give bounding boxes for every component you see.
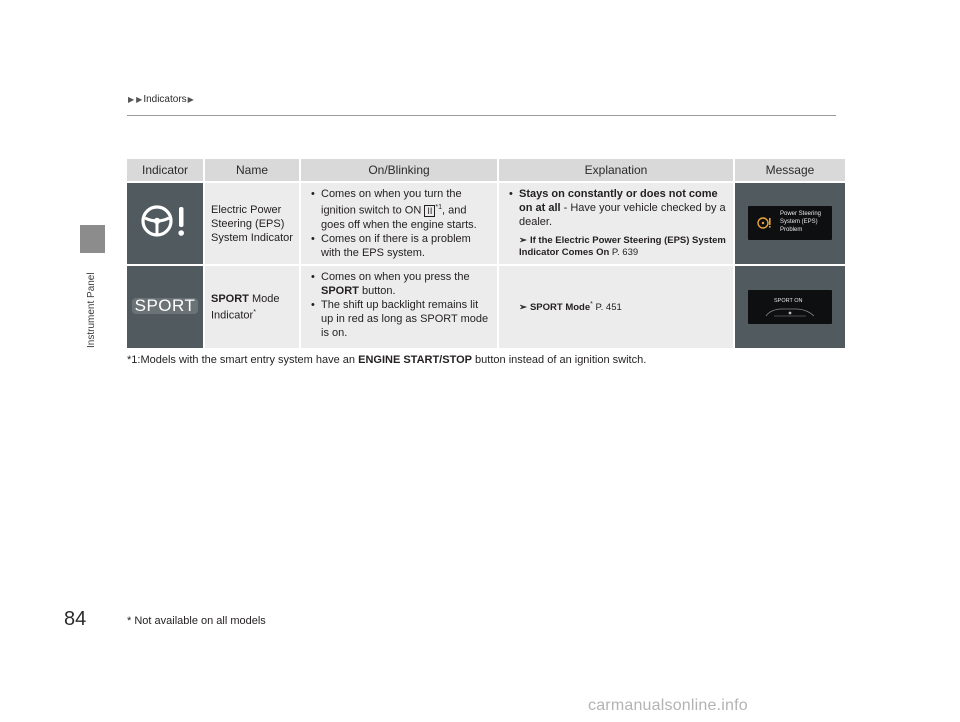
indicator-table [125,157,847,350]
on-blinking-cell [301,266,497,348]
footnote: *1:Models with the smart entry system have an ENGINE START/STOP button instead of an ignition switch. [127,354,647,366]
indicator-name-line: Indicator [211,309,254,322]
breadcrumb-arrow-icon: ▶ [128,95,135,104]
message-display [748,206,832,240]
explanation-cell [499,266,733,348]
steering-warning-icon [756,215,772,231]
section-label: Instrument Panel [86,272,97,348]
list-item: • Comes on when you press the SPORT button. [311,270,491,298]
column-header-message: Message [735,159,845,181]
ignition-position-badge: II [424,205,435,217]
message-display [748,290,832,324]
column-header-indicator: Indicator [127,159,203,181]
column-header-on-blinking: On/Blinking [301,159,497,181]
indicator-name-line: System Indicator [211,232,293,244]
list-item: • Comes on when you turn the ignition switch to ON II $^{*1}$, and goes off when the engine starts. [311,187,491,232]
name-cell [205,183,299,264]
reference-arrow-icon: ➢ [519,302,527,314]
column-header-name: Name [205,159,299,181]
name-cell: SPORT Mode Indicator* [205,266,299,348]
table-row [127,183,845,264]
message-cell [735,183,845,264]
list-item: • Comes on if there is a problem with the EPS system. [311,232,491,260]
indicator-cell [127,183,203,264]
car-sport-graphic-icon [760,304,820,320]
breadcrumb-arrow-icon: ▶ [187,95,194,104]
watermark: carmanualsonline.info [588,697,748,714]
explanation-cell [499,183,733,264]
page-number: 84 [64,608,87,630]
column-header-explanation: Explanation [499,159,733,181]
message-text-line: Problem [780,227,803,234]
header-divider [127,115,836,116]
reference-arrow-icon: ➢ [519,235,527,246]
sport-mode-icon: SPORT [132,298,199,314]
on-blinking-cell [301,183,497,264]
message-title: SPORT ON [774,297,803,304]
breadcrumb [127,94,195,105]
indicator-name-line: Steering (EPS) [211,218,285,230]
indicator-name-bold: SPORT [211,292,249,305]
table-header-row [127,159,845,181]
cross-reference-link[interactable]: ➢ SPORT Mode* P. 451 [519,301,622,314]
list-item: • Stays on constantly or does not come on at all - Have your vehicle checked by a dealer. [509,187,727,229]
indicator-cell [127,266,203,348]
message-text-line: Power Steering [780,211,822,218]
breadcrumb-item[interactable]: Indicators [143,94,187,105]
steering-warning-icon [137,199,193,243]
section-tab [80,225,105,253]
cross-reference-link[interactable]: ➢ If the Electric Power Steering (EPS) System Indicator Comes On P. 639 [519,235,726,258]
message-text-line: System (EPS) [780,219,818,226]
table-row [127,266,845,348]
breadcrumb-arrow-icon: ▶ [136,95,143,104]
message-cell [735,266,845,348]
availability-note: * Not available on all models [127,615,266,627]
list-item: • The shift up backlight remains lit up in red as long as SPORT mode is on. [311,298,491,340]
indicator-name-line: Electric Power [211,204,282,216]
